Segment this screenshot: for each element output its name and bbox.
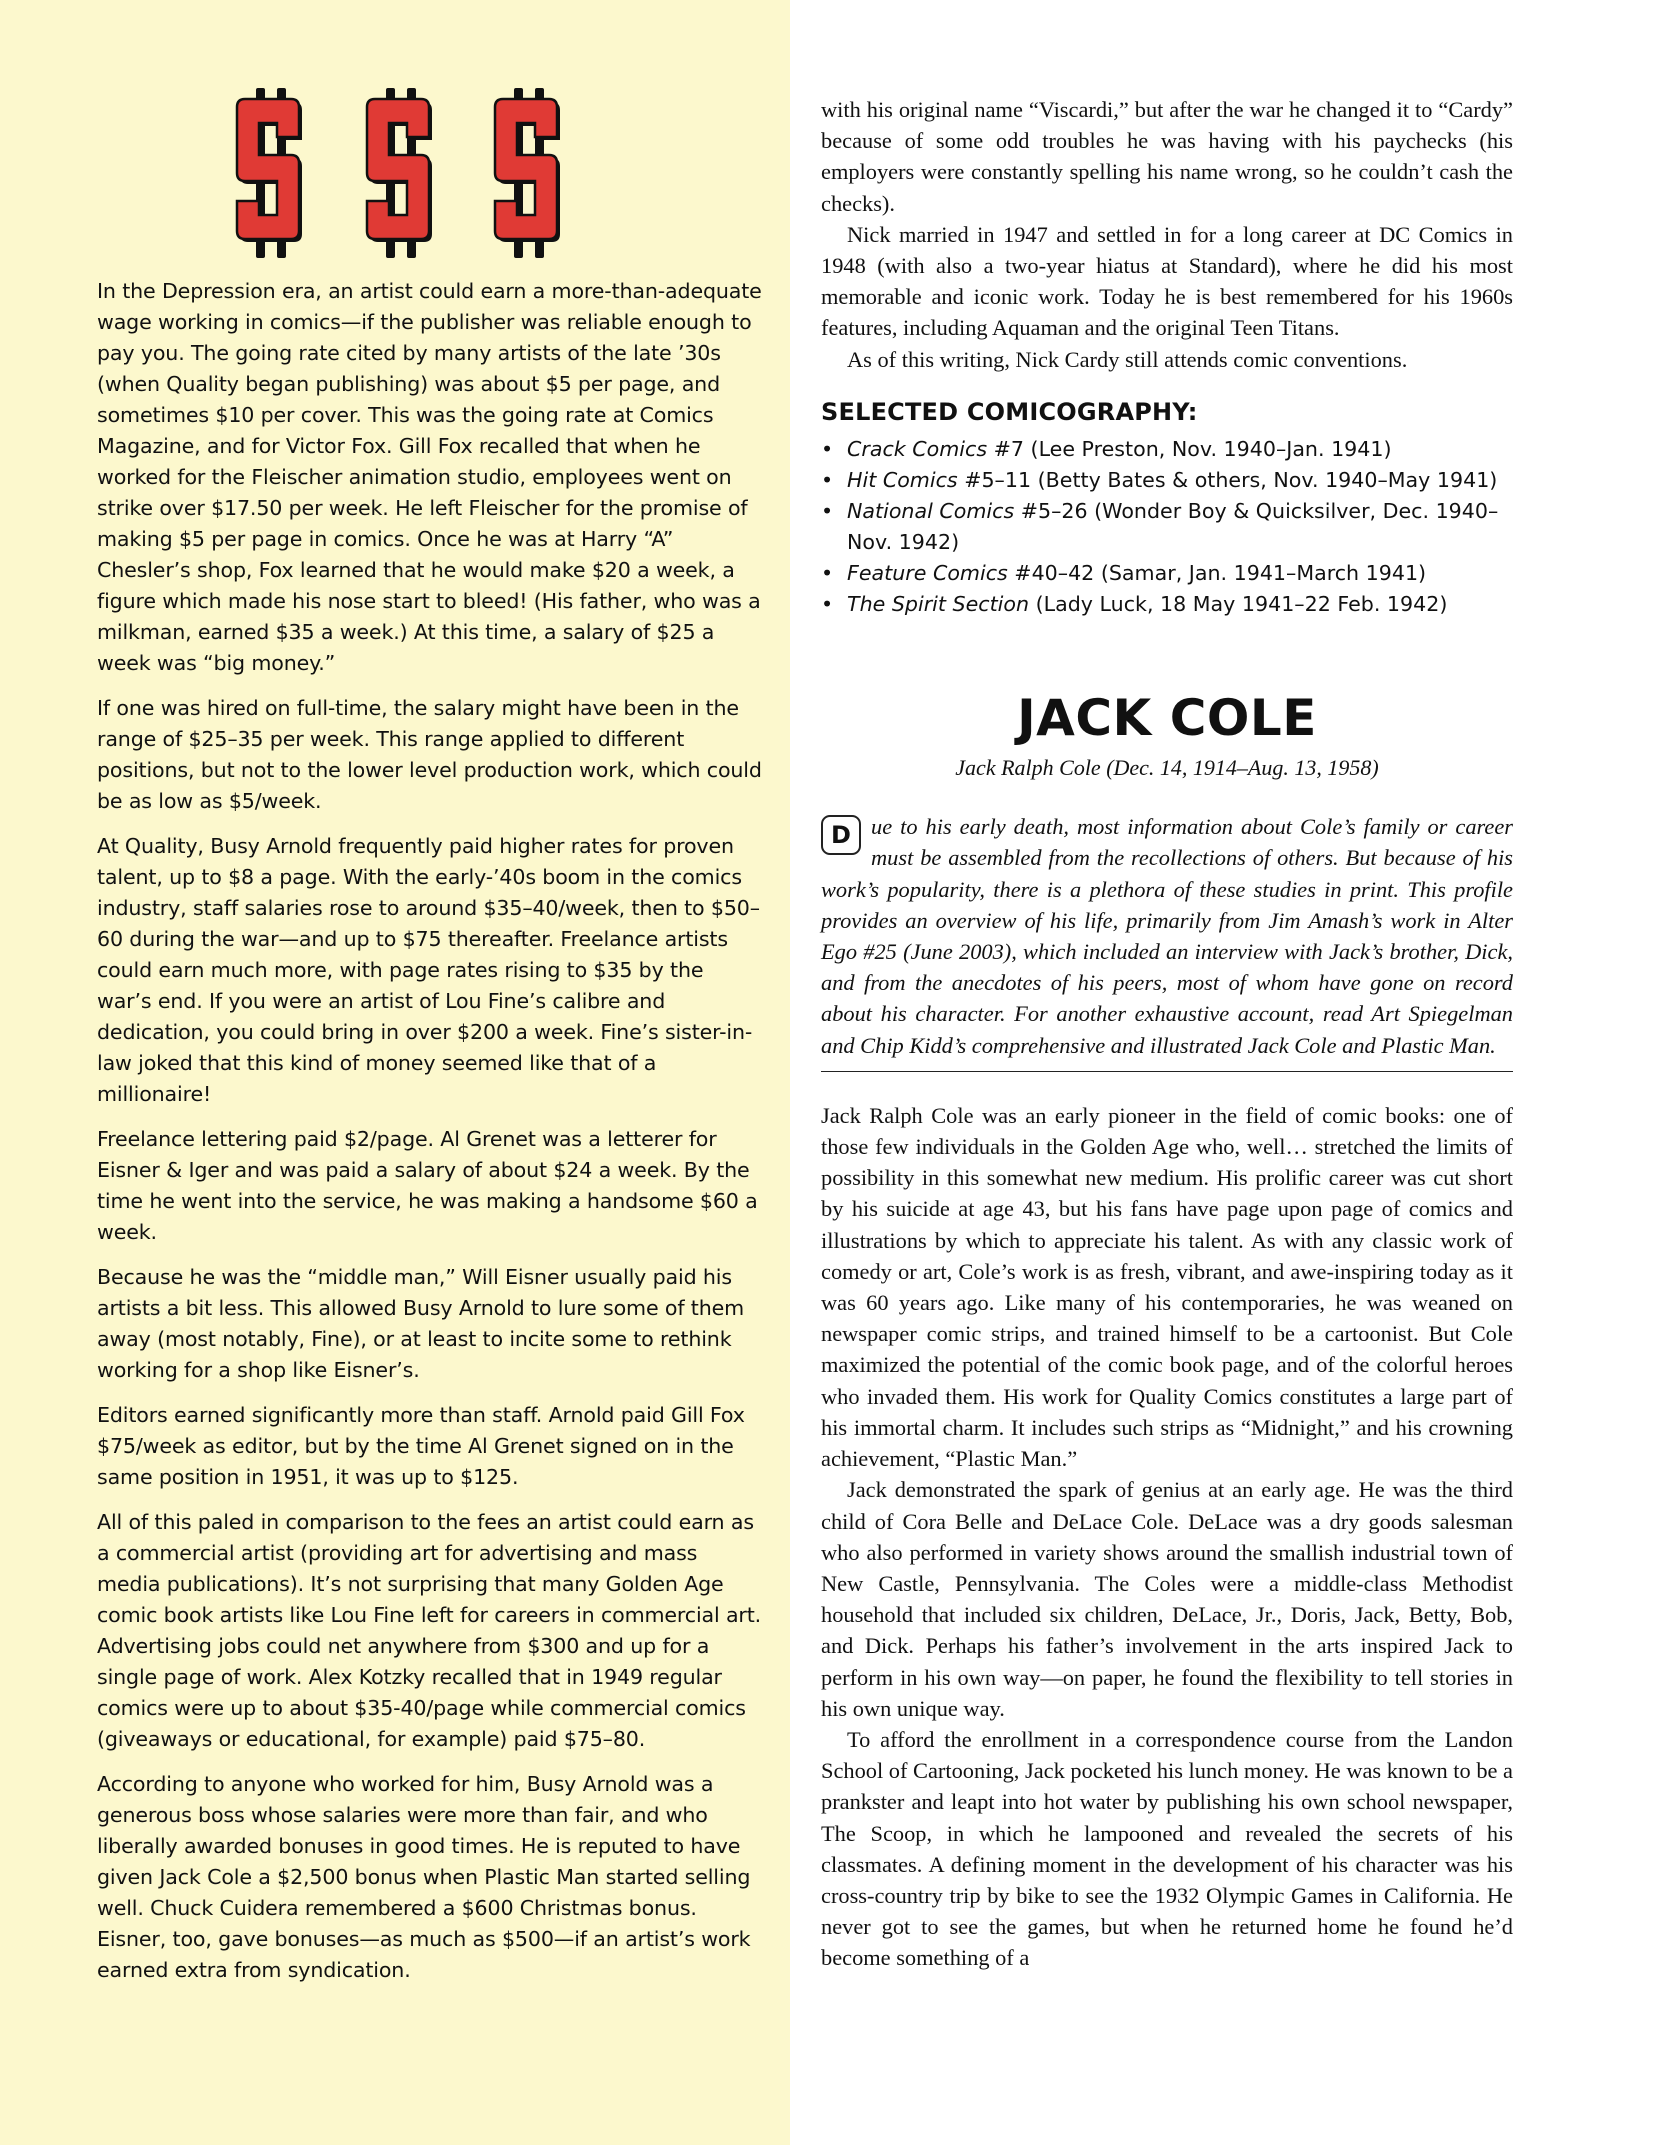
comicography-list (821, 434, 1513, 620)
main-column (821, 94, 1513, 1974)
intro-paragraph (821, 811, 1513, 1072)
comic-detail: (Lady Luck, 18 May 1941–22 Feb. 1942) (1029, 592, 1448, 617)
bullet-icon: • (821, 592, 834, 617)
comic-title: The Spirit Section (847, 592, 1030, 617)
section-title: JACK COLE (1017, 689, 1317, 748)
sidebar-paragraph: Freelance lettering paid $2/page. Al Grenet was a letterer for Eisner & Iger and was paid a salary of about $24 a week. By the time he went into the service, he was making a handsome $60 a week. (97, 1127, 758, 1244)
sidebar-paragraph: At Quality, Busy Arnold frequently paid higher rates for proven talent, up to $8 a page. With the early-’40s boom in the comics industry, staff salaries rose to around $35–40/week, then to $50–60 during the war—and up to $75 thereafter. Freelance artists could earn much more, with page rates rising to $35 by the war’s end. If you were an artist of Lou Fine’s calibre and dedication, you could bring in over $200 a week. Fine’s sister-in-law joked that this kind of money seemed like that of a millionaire! (97, 834, 760, 1106)
bullet-icon: • (821, 468, 834, 493)
dollar-sign-2 (367, 88, 432, 258)
sidebar-paragraph: In the Depression era, an artist could earn a more-than-adequate wage working in comics—if the publisher was reliable enough to pay you. The going rate cited by many artists of the late ’30s (when Quality began publishing) was about $5 per page, and sometimes $10 per cover. This was the going rate at Comics Magazine, and for Victor Fox. Gill Fox recalled that when he worked for the Fleischer animation studio, employees went on strike over $17.50 per week. He left Fleischer for the promise of making $5 per page in comics. Once he was at Harry “A” Chesler’s shop, Fox learned that he would make $20 a week, a figure which made his nose start to bleed! (His father, who was a milkman, earned $35 a week.) At this time, a salary of $25 a week was “big money.” (97, 279, 762, 675)
comic-detail: #5–26 (Wonder Boy & Quicksilver, Dec. 1940–Nov. 1942) (847, 499, 1499, 555)
comicography-heading: SELECTED COMICOGRAPHY: (821, 397, 1198, 426)
sidebar-article (97, 276, 762, 2000)
bullet-icon: • (821, 499, 834, 524)
comic-detail: #7 (Lee Preston, Nov. 1940–Jan. 1941) (987, 437, 1392, 462)
sidebar-paragraph: According to anyone who worked for him, Busy Arnold was a generous boss whose salaries were more than fair, and who liberally awarded bonuses in good times. He is reputed to have given Jack Cole a $2,500 bonus when Plastic Man started selling well. Chuck Cuidera remembered a $600 Christmas bonus. Eisner, too, gave bonuses—as much as $500—if an artist’s work earned extra from syndication. (97, 1772, 751, 1982)
sidebar-panel (0, 0, 790, 2145)
comic-detail: #40–42 (Samar, Jan. 1941–March 1941) (1007, 561, 1427, 586)
cole-paragraph: To afford the enrollment in a correspondence course from the Landon School of Cartooning, Jack pocketed his lunch money. He was known to be a prankster and leapt into hot water by publishing his own school newspaper, The Scoop, in which he lampooned and revealed the secrets of his classmates. A defining moment in the development of his character was his cross-country trip by bike to see the 1932 Olympic Games in California. He never got to see the games, but when he returned home he found he’d become something of a (821, 1726, 1513, 1971)
comic-title: Hit Comics (847, 468, 958, 493)
section-subtitle: Jack Ralph Cole (Dec. 14, 1914–Aug. 13, 1958) (955, 755, 1379, 781)
comic-title: Feature Comics (847, 561, 1008, 586)
cardy-paragraph: with his original name “Viscardi,” but after the war he changed it to “Cardy” because of some odd troubles he was having with his paychecks (his employers were constantly spelling his name wrong, so he couldn’t cash the checks). (821, 97, 1513, 216)
sidebar-paragraph: If one was hired on full-time, the salary might have been in the range of $25–35 per week. This range applied to different positions, but not to the lower level production work, which could be as low as $5/week. (97, 696, 762, 813)
comicography-item (821, 496, 1513, 558)
cole-paragraph: Jack Ralph Cole was an early pioneer in the field of comic books: one of those few individuals in the Golden Age who, well… stretched the limits of possibility in this somewhat new medium. His prolific career was cut short by his suicide at age 43, but his fans have page upon page of comics and illustrations by which to appreciate his talent. As with any classic work of comedy or art, Cole’s work is as fresh, vibrant, and awe-inspiring today as it was 60 years ago. Like many of his contemporaries, he was weaned on newspaper comic strips, and trained himself to be a cartoonist. But Cole maximized the potential of the comic book page, and of the colorful heroes who invaded them. His work for Quality Comics constitutes a large part of his immortal charm. It includes such strips as “Midnight,” and his crowning achievement, “Plastic Man.” (821, 1102, 1513, 1472)
cardy-paragraph: Nick married in 1947 and settled in for a long career at DC Comics in 1948 (with also a two-year hiatus at Standard), where he did his most memorable and iconic work. Today he is best remembered for his 1960s features, including Aquaman and the original Teen Titans. (821, 221, 1513, 341)
drop-cap: D (821, 815, 861, 855)
comicography-item (821, 465, 1513, 496)
comic-title: Crack Comics (847, 437, 988, 462)
bullet-icon: • (821, 561, 834, 586)
comicography-item (821, 434, 1513, 465)
dollar-sign-3 (495, 88, 560, 258)
sidebar-paragraph: All of this paled in comparison to the fees an artist could earn as a commercial artist (providing art for advertising and mass media publications). It’s not surprising that many Golden Age comic book artists like Lou Fine left for careers in commercial art. Advertising jobs could net anywhere from $300 and up for a single page of work. Alex Kotzky recalled that in 1949 regular comics were up to about $35-40/page while commercial comics (giveaways or educational, for example) paid $75–80. (97, 1510, 762, 1751)
cardy-paragraph: As of this writing, Nick Cardy still attends comic conventions. (847, 346, 1408, 372)
intro-text: ue to his early death, most information about Cole’s family or career must be assembled from the recollections of others. But because of his work’s popularity, there is a plethora of these studies in print. This profile provides an overview of his life, primarily from Jim Amash’s work in Alter Ego #25 (June 2003), which included an interview with Jack’s brother, Dick, and from the anecdotes of his peers, most of whom have gone on record about his character. For another exhaustive account, read Art Spiegelman and Chip Kidd’s comprehensive and illustrated Jack Cole and Plastic Man. (821, 814, 1513, 1058)
sidebar-paragraph: Editors earned significantly more than staff. Arnold paid Gill Fox $75/week as editor, but by the time Al Grenet signed on in the same position in 1951, it was up to $125. (97, 1403, 745, 1489)
sidebar-paragraph: Because he was the “middle man,” Will Eisner usually paid his artists a bit less. This allowed Busy Arnold to lure some of them away (most notably, Fine), or at least to incite some to rethink working for a shop like Eisner’s. (97, 1265, 745, 1382)
comic-title: National Comics (847, 499, 1015, 524)
comic-detail: #5–11 (Betty Bates & others, Nov. 1940–May 1941) (957, 468, 1498, 493)
dollar-signs-illustration (230, 88, 570, 258)
cole-paragraph: Jack demonstrated the spark of genius at an early age. He was the third child of Cora Belle and DeLace Cole. DeLace was a dry goods salesman who also performed in variety shows around the smallish industrial town of New Castle, Pennsylvania. The Coles were a middle-class Methodist household that included six children, DeLace, Jr., Doris, Jack, Betty, Bob, and Dick. Perhaps his father’s involvement in the arts inspired Jack to perform in his own way—on paper, he found the flexibility to tell stories in his own unique way. (821, 1477, 1513, 1721)
comicography-item (821, 589, 1513, 620)
comicography-item (821, 558, 1513, 589)
bullet-icon: • (821, 437, 834, 462)
dollar-sign-1 (237, 88, 302, 258)
